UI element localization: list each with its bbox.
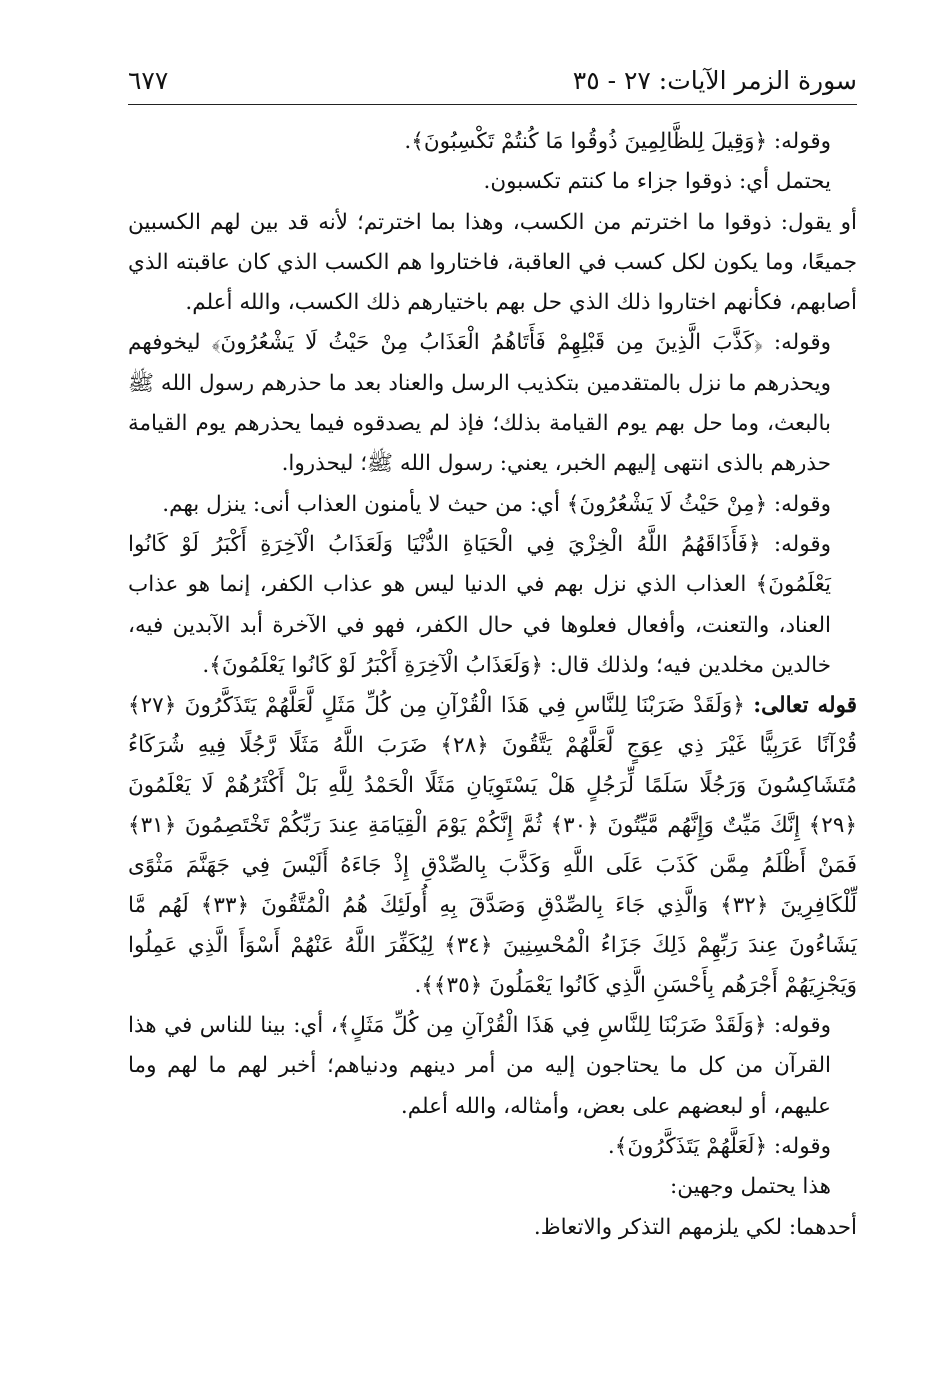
paragraph-10: أحدهما: لكي يلزمهم التذكر والاتعاظ. <box>533 1214 857 1240</box>
verse-section <box>128 686 857 1006</box>
paragraph-6: وقوله: ﴿فَأَذَاقَهُمُ اللَّهُ الْخِزْيَ فِي الْحَيَاةِ الدُّنْيَا وَلَعَذَابُ الْآخِرَةِ أَكْبَرُ لَوْ كَانُوا يَعْلَمُونَ﴾ العذاب الذي نزل بهم في الدنيا ليس هو عذاب الكفر، إنما هو عذاب العناد، والتعنت، وأفعال فعلوها في حال الكفر، فهو في الآخرة أبد الآبدين فيه، خالدين مخلدين فيه؛ ولذلك قال: ﴿وَلَعَذَابُ الْآخِرَةِ أَكْبَرُ لَوْ كَانُوا يَعْلَمُونَ﴾. <box>128 531 831 678</box>
paragraph-2: يحتمل أي: ذوقوا جزاء ما كنتم تكسبون. <box>483 169 831 195</box>
page-header-title: سورة الزمر الآيات: ٢٧ - ٣٥ <box>572 66 857 95</box>
paragraph-3: أو يقول: ذوقوا ما اخترتم من الكسب، وهذا بما اخترتم؛ لأنه قد بين لهم الكسبين جميعًا، وما يكون لكل كسب في العاقبة، فاختاروا هم الكسب الذي كان عاقبته الذي أصابهم، فكأنهم اختاروا ذلك الذي حل بهم باختيارهم ذلك الكسب، والله أعلم. <box>128 209 857 316</box>
paragraph-8: وقوله: ﴿لَعَلَّهُمْ يَتَذَكَّرُونَ﴾. <box>607 1134 831 1160</box>
paragraph-9: هذا يحتمل وجهين: <box>669 1174 831 1200</box>
page-body <box>128 122 857 1248</box>
page-header <box>128 62 857 105</box>
page-number: ٦٧٧ <box>128 66 169 95</box>
paragraph-4: وقوله: ﴿كَذَّبَ الَّذِينَ مِن قَبْلِهِمْ فَأَتَاهُمُ الْعَذَابُ مِنْ حَيْثُ لَا يَشْعُرُونَ﴾ ليخوفهم ويحذرهم ما نزل بالمتقدمين بتكذيب الرسل والعناد بعد ما حذرهم رسول الله ﷺ بالبعث، وما حل بهم يوم القيامة بذلك؛ فإذ لم يصدقوه فيما يحذرهم يوم القيامة حذرهم بالذى انتهى إليهم الخبر، يعني: رسول الله ﷺ؛ ليحذروا. <box>128 330 831 477</box>
verse-section-label: قوله تعالى: <box>753 693 857 719</box>
paragraph-1: وقوله: ﴿وَقِيلَ لِلظَّالِمِينَ ذُوقُوا مَا كُنتُمْ تَكْسِبُونَ﴾. <box>404 129 831 154</box>
paragraph-7: وقوله: ﴿وَلَقَدْ ضَرَبْنَا لِلنَّاسِ فِي هَذَا الْقُرْآنِ مِن كُلِّ مَثَلٍ﴾، أي: بينا للناس في هذا القرآن من كل ما يحتاجون إليه من أمر دينهم ودنياهم؛ أخبر لهم ما لهم وما عليهم، أو لبعضهم على بعض، وأمثاله، والله أعلم. <box>128 1013 831 1119</box>
paragraph-5: وقوله: ﴿مِنْ حَيْثُ لَا يَشْعُرُونَ﴾ أي: من حيث لا يأمنون العذاب أنى: ينزل بهم. <box>162 491 831 517</box>
verse-section-text: ﴿وَلَقَدْ ضَرَبْنَا لِلنَّاسِ فِي هَذَا الْقُرْآنِ مِن كُلِّ مَثَلٍ لَّعَلَّهُمْ يَتَذَكَّرُونَ ﴿٢٧﴾ قُرْآنًا عَرَبِيًّا غَيْرَ ذِي عِوَجٍ لَّعَلَّهُمْ يَتَّقُونَ ﴿٢٨﴾ ضَرَبَ اللَّهُ مَثَلًا رَّجُلًا فِيهِ شُرَكَاءُ مُتَشَاكِسُونَ وَرَجُلًا سَلَمًا لِّرَجُلٍ هَلْ يَسْتَوِيَانِ مَثَلًا الْحَمْدُ لِلَّهِ بَلْ أَكْثَرُهُمْ لَا يَعْلَمُونَ ﴿٢٩﴾ إِنَّكَ مَيِّتٌ وَإِنَّهُم مَّيِّتُونَ ﴿٣٠﴾ ثُمَّ إِنَّكُمْ يَوْمَ الْقِيَامَةِ عِندَ رَبِّكُمْ تَخْتَصِمُونَ ﴿٣١﴾ فَمَنْ أَظْلَمُ مِمَّن كَذَبَ عَلَى اللَّهِ وَكَذَّبَ بِالصِّدْقِ إِذْ جَاءَهُ أَلَيْسَ فِي جَهَنَّمَ مَثْوًى لِّلْكَافِرِينَ ﴿٣٢﴾ وَالَّذِي جَاءَ بِالصِّدْقِ وَصَدَّقَ بِهِ أُولَئِكَ هُمُ الْمُتَّقُونَ ﴿٣٣﴾ لَهُم مَّا يَشَاءُونَ عِندَ رَبِّهِمْ ذَلِكَ جَزَاءُ الْمُحْسِنِينَ ﴿٣٤﴾ لِيُكَفِّرَ اللَّهُ عَنْهُمْ أَسْوَأَ الَّذِي عَمِلُوا وَيَجْزِيَهُمْ أَجْرَهُم بِأَحْسَنِ الَّذِي كَانُوا يَعْمَلُونَ ﴿٣٥﴾﴾. <box>128 693 858 999</box>
